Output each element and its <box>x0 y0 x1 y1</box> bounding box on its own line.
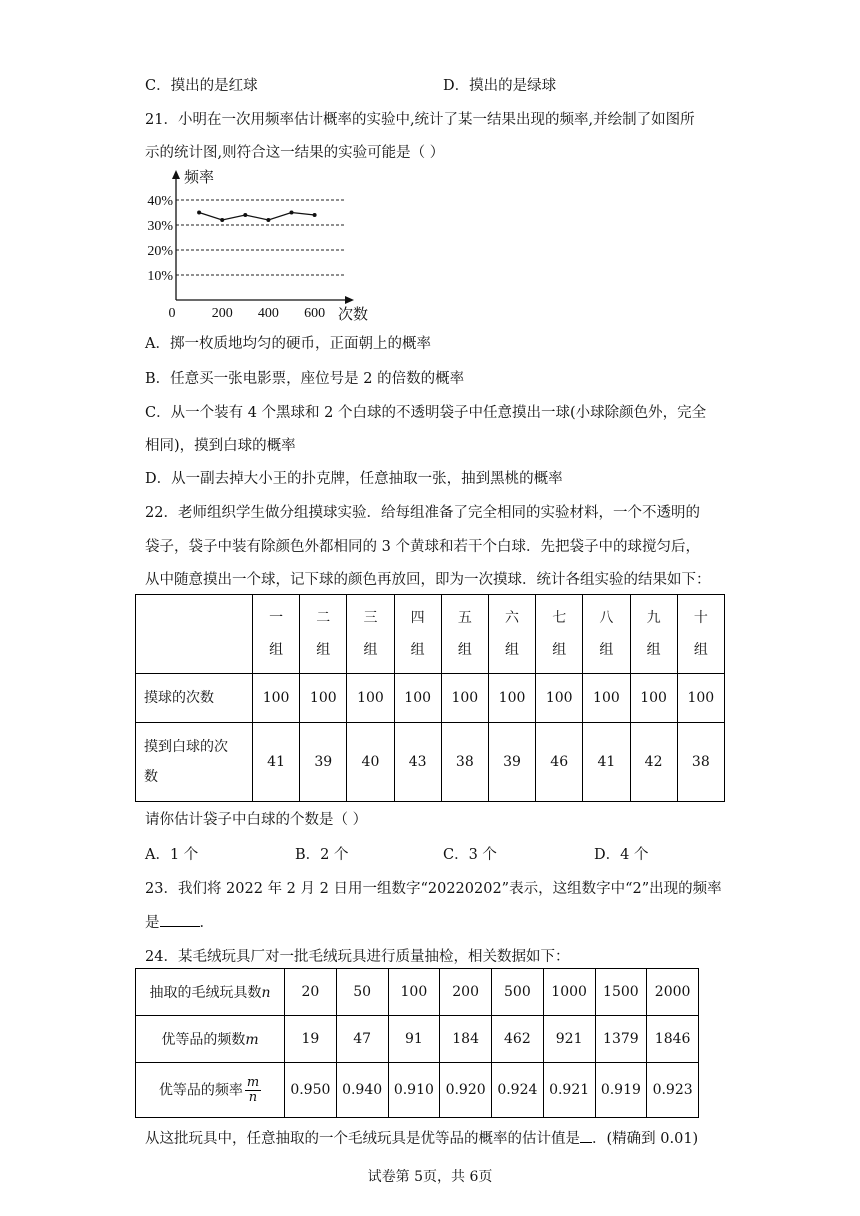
data-point <box>313 213 317 217</box>
cell: 200 <box>440 969 492 1016</box>
q21-option-c: C．从一个装有 4 个黑球和 2 个白球的不透明袋子中任意摸出一球(小球除颜色外，完全 <box>145 405 707 421</box>
y-tick-label: 30% <box>147 219 173 234</box>
cell: 1000 <box>543 969 595 1016</box>
q22-results-table <box>135 594 725 802</box>
q21-option-d: D．从一副去掉大小王的扑克牌，任意抽取一张，抽到黑桃的概率 <box>145 471 563 487</box>
cell: 100 <box>583 674 630 723</box>
cell: 500 <box>492 969 544 1016</box>
y-tick-label: 40% <box>147 194 173 209</box>
x-tick-label: 0 <box>168 306 176 321</box>
row-label: 优等品的频数m <box>136 1016 285 1063</box>
group-header: 八 组 <box>583 595 630 674</box>
row-label: 优等品的频率 $\frac{m}{n}$ <box>136 1063 285 1118</box>
series-line <box>199 213 315 221</box>
data-point <box>266 218 270 222</box>
q22-stem-line2: 袋子，袋子中装有除颜色外都相同的 3 个黄球和若干个白球．先把袋子中的球搅匀后， <box>145 539 700 555</box>
table-row <box>136 674 725 723</box>
cell: 1846 <box>647 1016 699 1063</box>
table-header-row <box>136 595 725 674</box>
cell: 100 <box>300 674 347 723</box>
cell: 921 <box>543 1016 595 1063</box>
cell: 2000 <box>647 969 699 1016</box>
cell: 100 <box>677 674 724 723</box>
group-header: 七 组 <box>536 595 583 674</box>
cell: 100 <box>347 674 394 723</box>
answer-blank <box>580 1128 592 1143</box>
cell: 0.910 <box>388 1063 440 1118</box>
cell: 40 <box>347 723 394 802</box>
x-axis-label: 次数 <box>338 307 369 323</box>
cell: 100 <box>441 674 488 723</box>
q23-stem-line1: 23．我们将 2022 年 2 月 2 日用一组数字“20220202”表示，这组数字中“2”出现的频率 <box>145 881 722 897</box>
cell: 50 <box>336 969 388 1016</box>
cell: 38 <box>441 723 488 802</box>
cell: 184 <box>440 1016 492 1063</box>
q22-stem-line3: 从中随意摸出一个球，记下球的颜色再放回，即为一次摸球．统计各组实验的结果如下： <box>145 572 711 588</box>
q24-inspection-table <box>135 968 699 1118</box>
data-point <box>290 211 294 215</box>
page-footer: 试卷第 5页，共 6页 <box>367 1169 493 1185</box>
table-row <box>136 1063 699 1118</box>
q22-question: 请你估计袋子中白球的个数是（ ） <box>145 812 368 828</box>
x-tick-label: 600 <box>304 306 326 321</box>
cell: 41 <box>253 723 300 802</box>
fraction-m-over-n: $\frac{m}{n}$ <box>246 1074 260 1105</box>
cell: 100 <box>388 969 440 1016</box>
q21-option-a: A．掷一枚质地均匀的硬币，正面朝上的概率 <box>145 336 431 352</box>
cell: 19 <box>285 1016 337 1063</box>
y-tick-label: 20% <box>147 244 173 259</box>
cell: 38 <box>677 723 724 802</box>
q20-option-d: D．摸出的是绿球 <box>443 78 557 94</box>
q22-option-b: B．2 个 <box>295 847 349 863</box>
group-header: 五 组 <box>441 595 488 674</box>
cell: 46 <box>536 723 583 802</box>
x-tick-label: 200 <box>211 306 233 321</box>
table-row <box>136 1016 699 1063</box>
cell: 43 <box>394 723 441 802</box>
q22-option-c: C．3 个 <box>443 847 497 863</box>
answer-blank <box>160 912 200 927</box>
row-label: 摸到白球的次 数 <box>136 723 253 802</box>
cell: 41 <box>583 723 630 802</box>
x-axis-arrow <box>345 296 354 304</box>
group-header: 九 组 <box>630 595 677 674</box>
cell: 39 <box>488 723 535 802</box>
x-tick-label: 400 <box>257 306 279 321</box>
cell: 0.923 <box>647 1063 699 1118</box>
data-point <box>220 218 224 222</box>
cell: 20 <box>285 969 337 1016</box>
cell: 42 <box>630 723 677 802</box>
table-row <box>136 969 699 1016</box>
cell: 0.940 <box>336 1063 388 1118</box>
y-axis-label: 频率 <box>184 170 215 186</box>
cell: 39 <box>300 723 347 802</box>
q23-stem-line2: 是 ． <box>145 911 214 932</box>
group-header: 十 组 <box>677 595 724 674</box>
cell: 91 <box>388 1016 440 1063</box>
q22-option-d: D．4 个 <box>594 847 649 863</box>
row-label: 摸球的次数 <box>136 674 253 723</box>
group-header: 六 组 <box>488 595 535 674</box>
cell: 100 <box>488 674 535 723</box>
q21-option-b: B．任意买一张电影票，座位号是 2 的倍数的概率 <box>145 371 465 387</box>
q21-stem-line1: 21．小明在一次用频率估计概率的实验中,统计了某一结果出现的频率,并绘制了如图所 <box>145 112 695 128</box>
cell: 0.919 <box>595 1063 647 1118</box>
row-label: 抽取的毛绒玩具数n <box>136 969 285 1016</box>
data-point <box>197 211 201 215</box>
q24-stem: 24．某毛绒玩具厂对一批毛绒玩具进行质量抽检，相关数据如下： <box>145 949 570 965</box>
cell: 1500 <box>595 969 647 1016</box>
y-axis-arrow <box>172 170 180 179</box>
data-point <box>243 213 247 217</box>
cell: 100 <box>630 674 677 723</box>
cell: 0.950 <box>285 1063 337 1118</box>
group-header: 一 组 <box>253 595 300 674</box>
q21-option-c-cont: 相同)，摸到白球的概率 <box>145 438 296 454</box>
table-row <box>136 723 725 802</box>
cell: 0.921 <box>543 1063 595 1118</box>
cell: 47 <box>336 1016 388 1063</box>
cell: 100 <box>253 674 300 723</box>
cell: 1379 <box>595 1016 647 1063</box>
group-header: 二 组 <box>300 595 347 674</box>
cell: 462 <box>492 1016 544 1063</box>
cell: 0.924 <box>492 1063 544 1118</box>
group-header: 四 组 <box>394 595 441 674</box>
q20-option-c: C．摸出的是红球 <box>145 78 258 94</box>
y-tick-label: 10% <box>147 269 173 284</box>
cell: 100 <box>394 674 441 723</box>
q22-stem-line1: 22．老师组织学生做分组摸球实验．给每组准备了完全相同的实验材料，一个不透明的 <box>145 505 700 521</box>
q24-conclusion: 从这批玩具中，任意抽取的一个毛绒玩具是优等品的概率的估计值是 ．(精确到 0.01) <box>145 1127 698 1148</box>
cell: 100 <box>536 674 583 723</box>
q21-stem-line2: 示的统计图,则符合这一结果的实验可能是（ ） <box>145 145 445 161</box>
group-header: 三 组 <box>347 595 394 674</box>
cell: 0.920 <box>440 1063 492 1118</box>
q22-option-a: A．1 个 <box>145 847 199 863</box>
table-corner-cell <box>136 595 253 674</box>
frequency-line-chart <box>138 164 378 324</box>
